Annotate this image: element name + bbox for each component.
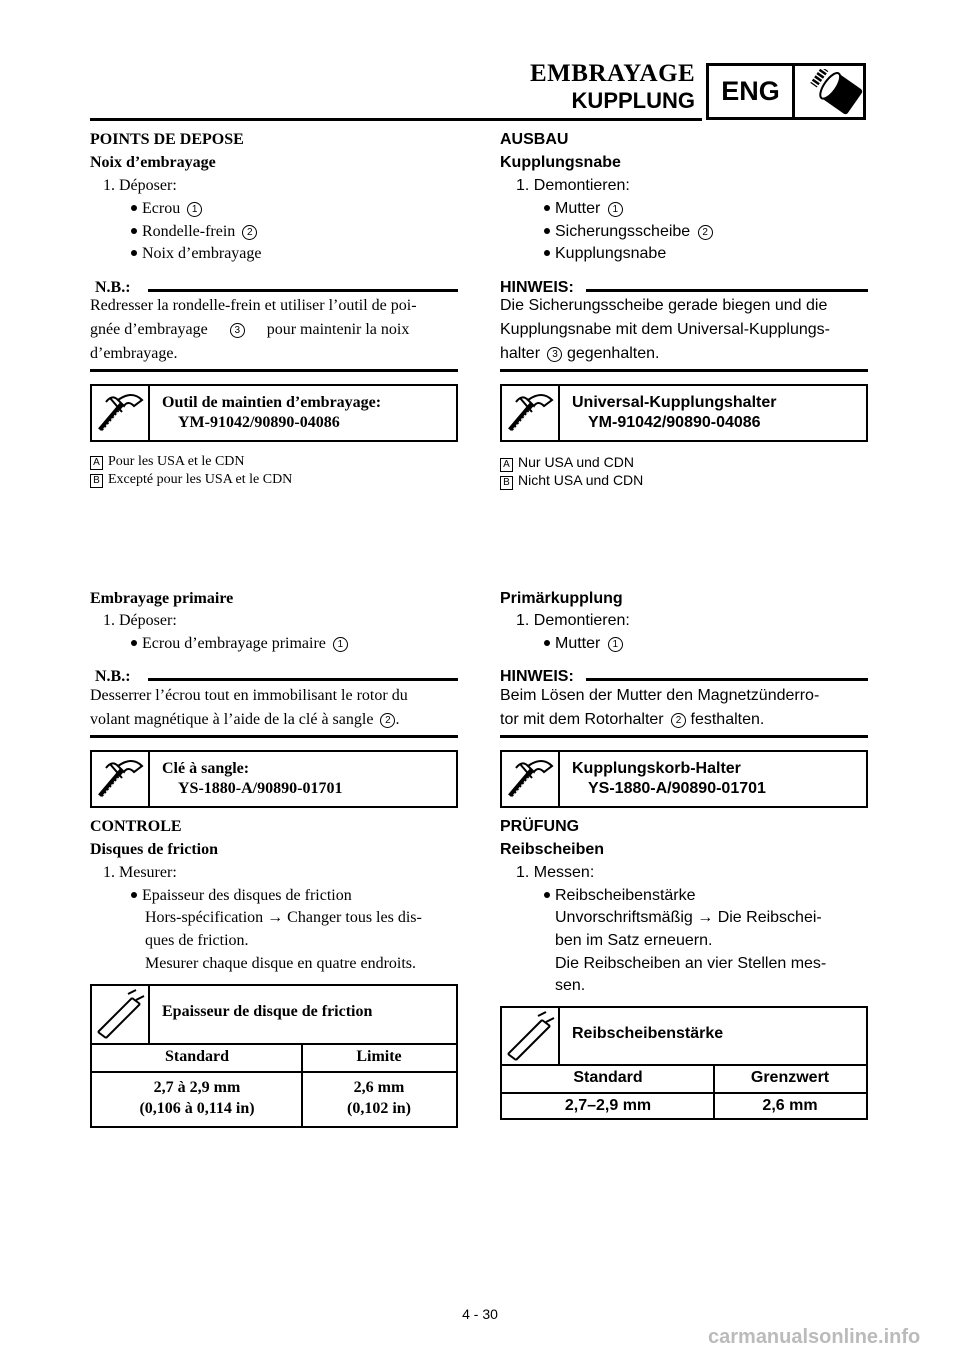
fr-note-b: B Excepté pour les USA et le CDN [90, 472, 292, 488]
de-step: 1. Demontieren: [516, 612, 630, 629]
fr-spec-header [92, 986, 456, 1045]
de-step: 1. Messen: [516, 864, 595, 881]
de-step: 1. Demontieren: [516, 177, 630, 194]
wrench-tool-icon [502, 386, 560, 440]
de-nb-text: Beim Lösen der Mutter den Magnetzünderro- [500, 687, 820, 704]
fr-tool-name: Clé à sangle: [162, 760, 250, 777]
fr-nb-label: N.B.: [95, 279, 131, 296]
fr-spec-title: Epaisseur de disque de friction [162, 1003, 373, 1020]
fr-nb-text: Desserrer l’écrou tout en immobilisant le rotor du [90, 687, 408, 704]
fr-note-a: A Pour les USA et le CDN [90, 454, 245, 470]
caliper-icon [502, 1008, 560, 1064]
fr-nb-text: volant magnétique à l’aide de la clé à sangle 2 . [90, 711, 400, 728]
de-list-item: Reibscheibenstärke [544, 887, 696, 905]
de-spec-colhead [502, 1066, 866, 1094]
page-number: 4 - 30 [462, 1306, 498, 1322]
de-list-item: Kupplungsnabe [544, 245, 666, 263]
de-tool-code: YM-91042/90890-04086 [588, 414, 761, 431]
de-body-text: Unvorschriftsmäßig → Die Reibschei- [555, 909, 822, 926]
de-spec-col-standard: Standard [573, 1069, 643, 1086]
eng-label: ENG [709, 66, 795, 117]
de-nb-text: tor mit dem Rotorhalter 2 festhalten. [500, 711, 765, 728]
fr-tool-box [90, 384, 458, 442]
fr-list-item: Epaisseur des disques de friction [131, 887, 352, 905]
de-nb-rule-bottom [500, 369, 868, 372]
wrench-tool-icon [92, 386, 150, 440]
fr-nb-text: d’embrayage. [90, 345, 178, 362]
fr-spec-limit-value: 2,6 mm [353, 1079, 405, 1096]
fr-body-text: Mesurer chaque disque en quatre endroits. [145, 955, 417, 972]
fr-spec-col-standard: Standard [164, 1048, 230, 1065]
fr-tool-code: YM-91042/90890-04086 [178, 414, 340, 431]
de-tool-name: Kupplungskorb-Halter [572, 760, 741, 777]
de-subsection-title: Kupplungsnabe [500, 154, 621, 171]
fr-tool-code: YS-1880-A/90890-01701 [178, 780, 343, 797]
fr-tool-box [90, 750, 458, 808]
fr-section-title: CONTROLE [90, 818, 182, 835]
de-spec-header [502, 1008, 866, 1066]
de-list-item: Mutter 1 [544, 635, 623, 653]
de-spec-col-limit: Grenzwert [750, 1069, 830, 1086]
de-spec-limit-value: 2,6 mm [762, 1097, 818, 1114]
de-body-text: ben im Satz erneuern. [555, 932, 713, 949]
fr-list-item: Ecrou d’embrayage primaire 1 [131, 635, 348, 653]
wrench-tool-icon [502, 752, 560, 806]
section-title-fr: EMBRAYAGE [530, 60, 696, 87]
de-body-text: sen. [555, 977, 586, 994]
fr-spec-table [90, 984, 458, 1128]
fr-list-item: Noix d’embrayage [131, 245, 262, 263]
fr-list-item: Rondelle-frein 2 [131, 223, 257, 241]
de-tool-code: YS-1880-A/90890-01701 [588, 780, 766, 797]
fr-nb-rule-bottom [90, 369, 458, 372]
section-title-de: KUPPLUNG [571, 88, 695, 113]
de-tool-name: Universal-Kupplungshalter [572, 394, 777, 411]
de-spec-title: Reibscheibenstärke [572, 1025, 724, 1042]
engine-bolt-icon [799, 69, 865, 115]
de-nb-rule-top [586, 289, 868, 292]
de-nb-label: HINWEIS: [500, 668, 574, 685]
de-note-b: B Nicht USA und CDN [500, 472, 643, 490]
fr-subsection-title: Disques de friction [90, 841, 218, 858]
fr-nb-text: gnée d’embrayage 3 pour maintenir la noix [90, 321, 410, 338]
fr-step: 1. Déposer: [103, 177, 177, 194]
fr-step: 1. Mesurer: [103, 864, 177, 881]
fr-spec-limit-value: (0,102 in) [347, 1100, 411, 1117]
de-nb-text: halter 3 gegenhalten. [500, 345, 660, 362]
de-section-title: PRÜFUNG [500, 818, 580, 835]
de-nb-text: Die Sicherungsscheibe gerade biegen und die [500, 297, 828, 314]
de-section-title: AUSBAU [500, 131, 569, 148]
fr-body-text: Hors-spécification → Changer tous les dis- [145, 909, 422, 926]
de-nb-rule-top [586, 678, 868, 681]
watermark: carmanualsonline.info [708, 1326, 921, 1348]
fr-nb-rule-top [148, 678, 458, 681]
fr-spec-col-limit: Limite [356, 1048, 402, 1065]
de-nb-text: Kupplungsnabe mit dem Universal-Kupplungs- [500, 321, 830, 338]
de-spec-standard-value: 2,7–2,9 mm [564, 1097, 652, 1114]
fr-section-title: POINTS DE DEPOSE [90, 131, 244, 148]
de-body-text: Die Reibscheiben an vier Stellen mes- [555, 955, 827, 972]
de-tool-box [500, 750, 868, 808]
de-nb-rule-bottom [500, 735, 868, 738]
de-list-item: Mutter 1 [544, 200, 623, 218]
de-spec-table [500, 1006, 868, 1120]
fr-nb-text: Redresser la rondelle-frein et utiliser l’outil de poi- [90, 297, 417, 314]
fr-spec-standard-value: (0,106 à 0,114 in) [139, 1100, 255, 1117]
fr-nb-rule-top [148, 289, 458, 292]
fr-tool-name: Outil de maintien d’embrayage: [162, 394, 382, 411]
fr-list-item: Ecrou 1 [131, 200, 202, 218]
de-subsection-title: Reibscheiben [500, 841, 605, 858]
caliper-icon [92, 986, 150, 1043]
de-note-a: A Nur USA und CDN [500, 454, 634, 472]
header-rule [90, 118, 702, 121]
fr-subsection-title: Noix d’embrayage [90, 154, 216, 171]
wrench-tool-icon [92, 752, 150, 806]
fr-step: 1. Déposer: [103, 612, 177, 629]
fr-body-text: ques de friction. [145, 932, 249, 949]
de-tool-box [500, 384, 868, 442]
fr-nb-rule-bottom [90, 735, 458, 738]
fr-subsection-title: Embrayage primaire [90, 590, 234, 607]
de-subsection-title: Primärkupplung [500, 590, 623, 607]
fr-nb-label: N.B.: [95, 668, 131, 685]
fr-spec-standard-value: 2,7 à 2,9 mm [153, 1079, 241, 1096]
de-nb-label: HINWEIS: [500, 279, 574, 296]
fr-spec-colhead [92, 1045, 456, 1073]
eng-badge [706, 63, 866, 120]
de-list-item: Sicherungsscheibe 2 [544, 223, 713, 241]
